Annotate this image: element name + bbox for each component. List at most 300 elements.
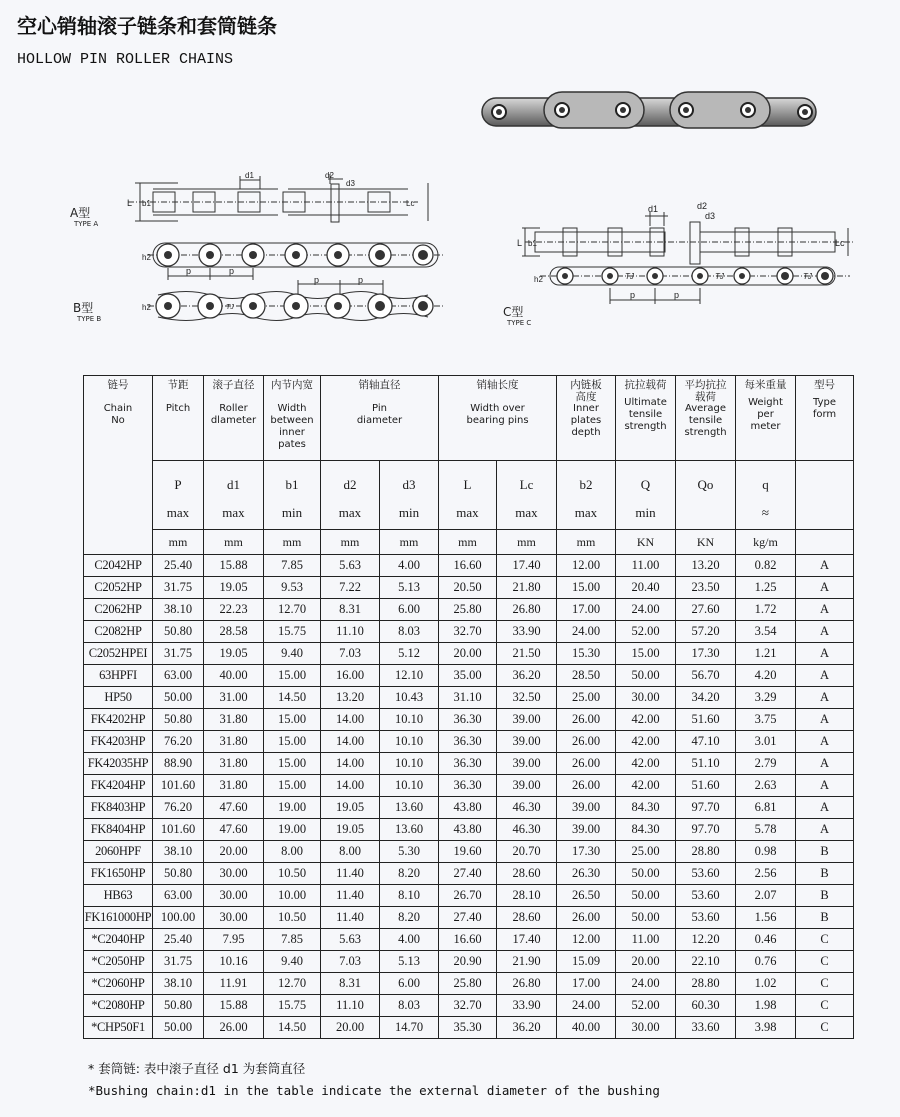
cell-pin-d3: 4.00 bbox=[380, 929, 439, 951]
cell-weight: 6.81 bbox=[736, 797, 796, 819]
header-ult bbox=[616, 376, 676, 461]
cell-plate-depth: 28.50 bbox=[557, 665, 616, 687]
cell-ultimate-strength: 52.00 bbox=[616, 995, 676, 1017]
cell-type: A bbox=[796, 709, 854, 731]
cell-inner-width: 7.85 bbox=[264, 555, 321, 577]
cell-pitch: 63.00 bbox=[153, 885, 204, 907]
cell-ultimate-strength: 20.40 bbox=[616, 577, 676, 599]
cell-average-strength: 28.80 bbox=[676, 973, 736, 995]
cell-average-strength: 97.70 bbox=[676, 797, 736, 819]
cell-pin-d2: 8.00 bbox=[321, 841, 380, 863]
dim-c-d2-label: d2 bbox=[697, 201, 708, 211]
cell-roller-diameter: 30.00 bbox=[204, 885, 264, 907]
cell-pin-d3: 6.00 bbox=[380, 599, 439, 621]
cell-ultimate-strength: 50.00 bbox=[616, 907, 676, 929]
type-a-top-diagram bbox=[118, 172, 418, 237]
dim-c-tj-label-2: TJ bbox=[715, 272, 724, 281]
lim-lc: max bbox=[515, 505, 538, 520]
cell-average-strength: 23.50 bbox=[676, 577, 736, 599]
cell-chain: *CHP50F1 bbox=[84, 1017, 153, 1039]
header-weight bbox=[736, 376, 796, 461]
symbol-row bbox=[84, 461, 854, 530]
cell-length-l: 36.30 bbox=[439, 709, 497, 731]
cell-plate-depth: 40.00 bbox=[557, 1017, 616, 1039]
table-row bbox=[84, 665, 854, 687]
cell-roller-diameter: 20.00 bbox=[204, 841, 264, 863]
chain-photo bbox=[478, 88, 823, 138]
table-body bbox=[84, 555, 854, 1039]
cell-roller-diameter: 40.00 bbox=[204, 665, 264, 687]
cell-inner-width: 19.00 bbox=[264, 819, 321, 841]
cell-ultimate-strength: 52.00 bbox=[616, 621, 676, 643]
table-row bbox=[84, 841, 854, 863]
sym-width bbox=[264, 461, 321, 530]
dim-d3-label: d3 bbox=[346, 179, 355, 188]
sym-qo-text: Qo bbox=[697, 477, 714, 492]
dim-c-d3-label: d3 bbox=[705, 211, 716, 221]
header-pinlen-en: Width over bearing pins bbox=[466, 403, 529, 426]
cell-pin-d3: 5.13 bbox=[380, 951, 439, 973]
cell-pitch: 101.60 bbox=[153, 775, 204, 797]
header-pitch bbox=[153, 376, 204, 461]
cell-pitch: 76.20 bbox=[153, 797, 204, 819]
cell-length-lc: 39.00 bbox=[497, 775, 557, 797]
header-pin-en: Pin diameter bbox=[356, 403, 403, 426]
cell-length-l: 31.10 bbox=[439, 687, 497, 709]
cell-chain: FK4203HP bbox=[84, 731, 153, 753]
cell-type: A bbox=[796, 775, 854, 797]
cell-type: C bbox=[796, 973, 854, 995]
cell-weight: 0.46 bbox=[736, 929, 796, 951]
cell-average-strength: 97.70 bbox=[676, 819, 736, 841]
cell-ultimate-strength: 11.00 bbox=[616, 929, 676, 951]
cell-pin-d3: 14.70 bbox=[380, 1017, 439, 1039]
cell-inner-width: 15.00 bbox=[264, 709, 321, 731]
cell-weight: 2.56 bbox=[736, 863, 796, 885]
cell-length-l: 36.30 bbox=[439, 731, 497, 753]
cell-plate-depth: 26.50 bbox=[557, 885, 616, 907]
type-a-side-diagram bbox=[118, 238, 448, 283]
header-roller-cn: 滚子直径 bbox=[212, 379, 255, 391]
cell-weight: 1.21 bbox=[736, 643, 796, 665]
cell-inner-width: 15.00 bbox=[264, 665, 321, 687]
cell-type: A bbox=[796, 687, 854, 709]
cell-pin-d2: 19.05 bbox=[321, 797, 380, 819]
cell-average-strength: 34.20 bbox=[676, 687, 736, 709]
lim-d2: max bbox=[338, 505, 362, 520]
unit-weight: kg/m bbox=[736, 530, 796, 555]
type-b-label-en: TYPE B bbox=[77, 315, 102, 323]
cell-pitch: 88.90 bbox=[153, 753, 204, 775]
cell-chain: C2062HP bbox=[84, 599, 153, 621]
type-a-label bbox=[70, 207, 98, 229]
cell-ultimate-strength: 42.00 bbox=[616, 731, 676, 753]
cell-weight: 3.01 bbox=[736, 731, 796, 753]
cell-type: A bbox=[796, 731, 854, 753]
cell-average-strength: 56.70 bbox=[676, 665, 736, 687]
table-row bbox=[84, 819, 854, 841]
lim-width: min bbox=[281, 505, 303, 520]
header-plate-en: Inner plates depth bbox=[570, 403, 602, 438]
cell-pin-d2: 19.05 bbox=[321, 819, 380, 841]
cell-length-l: 36.30 bbox=[439, 753, 497, 775]
cell-weight: 0.82 bbox=[736, 555, 796, 577]
unit-qo: KN bbox=[676, 530, 736, 555]
header-width-en: Width between inner pates bbox=[270, 403, 314, 450]
sym-pitch-text: P bbox=[174, 477, 182, 492]
cell-pitch: 100.00 bbox=[153, 907, 204, 929]
cell-ultimate-strength: 24.00 bbox=[616, 973, 676, 995]
cell-weight: 2.63 bbox=[736, 775, 796, 797]
cell-chain: C2042HP bbox=[84, 555, 153, 577]
sym-d2 bbox=[321, 461, 380, 530]
lim-d3: min bbox=[398, 505, 420, 520]
header-chain-en: Chain No bbox=[103, 403, 133, 426]
cell-weight: 3.54 bbox=[736, 621, 796, 643]
cell-ultimate-strength: 25.00 bbox=[616, 841, 676, 863]
cell-plate-depth: 39.00 bbox=[557, 797, 616, 819]
header-width-cn: 内节内宽 bbox=[271, 379, 313, 391]
unit-l: mm bbox=[439, 530, 497, 555]
cell-inner-width: 19.00 bbox=[264, 797, 321, 819]
cell-chain: C2052HP bbox=[84, 577, 153, 599]
header-pin bbox=[321, 376, 439, 461]
lim-l: max bbox=[456, 505, 479, 520]
cell-ultimate-strength: 84.30 bbox=[616, 819, 676, 841]
cell-average-strength: 53.60 bbox=[676, 885, 736, 907]
unit-pitch: mm bbox=[153, 530, 204, 555]
cell-length-l: 27.40 bbox=[439, 863, 497, 885]
header-roller bbox=[204, 376, 264, 461]
table-row bbox=[84, 863, 854, 885]
cell-ultimate-strength: 30.00 bbox=[616, 1017, 676, 1039]
cell-weight: 5.78 bbox=[736, 819, 796, 841]
cell-roller-diameter: 19.05 bbox=[204, 643, 264, 665]
cell-average-strength: 28.80 bbox=[676, 841, 736, 863]
dim-c-p-label: p bbox=[630, 290, 636, 300]
cell-ultimate-strength: 50.00 bbox=[616, 665, 676, 687]
sym-roller-text: d1 bbox=[227, 477, 240, 492]
cell-pin-d2: 11.40 bbox=[321, 907, 380, 929]
unit-row bbox=[84, 530, 854, 555]
cell-average-strength: 13.20 bbox=[676, 555, 736, 577]
cell-plate-depth: 26.00 bbox=[557, 731, 616, 753]
cell-chain: FK8404HP bbox=[84, 819, 153, 841]
cell-length-l: 32.70 bbox=[439, 621, 497, 643]
cell-pin-d3: 6.00 bbox=[380, 973, 439, 995]
cell-pin-d3: 10.43 bbox=[380, 687, 439, 709]
cell-length-lc: 21.90 bbox=[497, 951, 557, 973]
cell-plate-depth: 26.30 bbox=[557, 863, 616, 885]
cell-pin-d2: 20.00 bbox=[321, 1017, 380, 1039]
sym-weight-text: q bbox=[762, 477, 769, 492]
cell-ultimate-strength: 11.00 bbox=[616, 555, 676, 577]
dim-c-tj-label-3: TJ bbox=[803, 272, 812, 281]
type-b-label bbox=[73, 302, 101, 324]
cell-length-lc: 28.10 bbox=[497, 885, 557, 907]
cell-type: A bbox=[796, 665, 854, 687]
cell-type: A bbox=[796, 621, 854, 643]
cell-length-lc: 20.70 bbox=[497, 841, 557, 863]
sym-roller bbox=[204, 461, 264, 530]
cell-length-lc: 21.50 bbox=[497, 643, 557, 665]
cell-chain: FK8403HP bbox=[84, 797, 153, 819]
cell-plate-depth: 25.00 bbox=[557, 687, 616, 709]
cell-pin-d3: 5.13 bbox=[380, 577, 439, 599]
cell-weight: 4.20 bbox=[736, 665, 796, 687]
cell-weight: 1.25 bbox=[736, 577, 796, 599]
cell-pitch: 38.10 bbox=[153, 973, 204, 995]
cell-pin-d3: 8.03 bbox=[380, 621, 439, 643]
cell-pin-d2: 11.40 bbox=[321, 885, 380, 907]
cell-plate-depth: 17.30 bbox=[557, 841, 616, 863]
cell-pin-d3: 8.20 bbox=[380, 863, 439, 885]
unit-type bbox=[796, 530, 854, 555]
header-pinlen-cn: 销轴长度 bbox=[476, 379, 519, 391]
cell-ultimate-strength: 84.30 bbox=[616, 797, 676, 819]
cell-type: A bbox=[796, 643, 854, 665]
cell-chain: 2060HPF bbox=[84, 841, 153, 863]
sym-l bbox=[439, 461, 497, 530]
dim-d2-label: d2 bbox=[325, 171, 334, 180]
cell-weight: 0.76 bbox=[736, 951, 796, 973]
cell-type: A bbox=[796, 753, 854, 775]
cell-pin-d2: 7.03 bbox=[321, 643, 380, 665]
cell-type: C bbox=[796, 929, 854, 951]
header-weight-en: Weight per meter bbox=[748, 397, 783, 432]
cell-type: C bbox=[796, 1017, 854, 1039]
cell-chain: FK4204HP bbox=[84, 775, 153, 797]
dim-p-label-3: p bbox=[314, 275, 320, 285]
cell-pin-d2: 11.10 bbox=[321, 621, 380, 643]
lim-q: min bbox=[635, 505, 656, 520]
cell-pin-d2: 7.22 bbox=[321, 577, 380, 599]
table-row bbox=[84, 797, 854, 819]
cell-plate-depth: 17.00 bbox=[557, 599, 616, 621]
cell-length-lc: 21.80 bbox=[497, 577, 557, 599]
cell-inner-width: 15.00 bbox=[264, 731, 321, 753]
lim-roller: max bbox=[222, 505, 245, 520]
cell-plate-depth: 15.30 bbox=[557, 643, 616, 665]
cell-length-lc: 28.60 bbox=[497, 907, 557, 929]
cell-type: B bbox=[796, 863, 854, 885]
cell-length-lc: 46.30 bbox=[497, 819, 557, 841]
cell-pin-d3: 5.12 bbox=[380, 643, 439, 665]
dim-p-label: p bbox=[186, 266, 192, 276]
header-width bbox=[264, 376, 321, 461]
cell-inner-width: 10.00 bbox=[264, 885, 321, 907]
header-chain bbox=[84, 376, 153, 555]
table-row bbox=[84, 775, 854, 797]
cell-plate-depth: 24.00 bbox=[557, 621, 616, 643]
cell-roller-diameter: 31.80 bbox=[204, 709, 264, 731]
cell-pin-d3: 4.00 bbox=[380, 555, 439, 577]
sym-d3 bbox=[380, 461, 439, 530]
cell-length-l: 16.60 bbox=[439, 929, 497, 951]
cell-chain: C2082HP bbox=[84, 621, 153, 643]
cell-weight: 3.98 bbox=[736, 1017, 796, 1039]
cell-pin-d3: 8.10 bbox=[380, 885, 439, 907]
cell-ultimate-strength: 24.00 bbox=[616, 599, 676, 621]
type-c-label-en: TYPE C bbox=[507, 319, 532, 327]
cell-pin-d2: 7.03 bbox=[321, 951, 380, 973]
cell-length-lc: 39.00 bbox=[497, 753, 557, 775]
header-pin-cn: 销轴直径 bbox=[358, 379, 401, 391]
cell-roller-diameter: 7.95 bbox=[204, 929, 264, 951]
header-type-cn: 型号 bbox=[814, 379, 835, 391]
cell-average-strength: 51.60 bbox=[676, 775, 736, 797]
cell-pitch: 38.10 bbox=[153, 841, 204, 863]
cell-pitch: 101.60 bbox=[153, 819, 204, 841]
cell-type: B bbox=[796, 907, 854, 929]
cell-length-l: 35.00 bbox=[439, 665, 497, 687]
cell-average-strength: 27.60 bbox=[676, 599, 736, 621]
dim-b1-label: b1 bbox=[142, 199, 151, 208]
dim-h2-label-2: h2 bbox=[142, 303, 151, 312]
cell-roller-diameter: 31.80 bbox=[204, 753, 264, 775]
cell-average-strength: 17.30 bbox=[676, 643, 736, 665]
cell-length-l: 19.60 bbox=[439, 841, 497, 863]
cell-pin-d3: 10.10 bbox=[380, 709, 439, 731]
cell-pin-d2: 5.63 bbox=[321, 929, 380, 951]
cell-pitch: 50.80 bbox=[153, 709, 204, 731]
table-row bbox=[84, 643, 854, 665]
cell-ultimate-strength: 42.00 bbox=[616, 775, 676, 797]
lim-weight: ≈ bbox=[761, 505, 770, 520]
cell-ultimate-strength: 20.00 bbox=[616, 951, 676, 973]
cell-weight: 1.56 bbox=[736, 907, 796, 929]
cell-length-lc: 33.90 bbox=[497, 995, 557, 1017]
cell-ultimate-strength: 42.00 bbox=[616, 709, 676, 731]
table-row bbox=[84, 753, 854, 775]
cell-pin-d2: 11.10 bbox=[321, 995, 380, 1017]
cell-inner-width: 8.00 bbox=[264, 841, 321, 863]
cell-weight: 3.75 bbox=[736, 709, 796, 731]
dim-c-d1-label: d1 bbox=[648, 204, 659, 214]
cell-pin-d2: 8.31 bbox=[321, 973, 380, 995]
cell-length-l: 25.80 bbox=[439, 599, 497, 621]
unit-d2: mm bbox=[321, 530, 380, 555]
cell-roller-diameter: 26.00 bbox=[204, 1017, 264, 1039]
cell-average-strength: 60.30 bbox=[676, 995, 736, 1017]
cell-weight: 3.29 bbox=[736, 687, 796, 709]
cell-length-lc: 33.90 bbox=[497, 621, 557, 643]
sym-qo bbox=[676, 461, 736, 530]
cell-roller-diameter: 11.91 bbox=[204, 973, 264, 995]
cell-length-lc: 36.20 bbox=[497, 665, 557, 687]
table-row bbox=[84, 555, 854, 577]
cell-pin-d2: 11.40 bbox=[321, 863, 380, 885]
cell-pitch: 63.00 bbox=[153, 665, 204, 687]
cell-type: A bbox=[796, 819, 854, 841]
page-title-en: HOLLOW PIN ROLLER CHAINS bbox=[17, 51, 234, 68]
dim-h2-label: h2 bbox=[142, 253, 151, 262]
cell-inner-width: 15.00 bbox=[264, 753, 321, 775]
cell-type: A bbox=[796, 555, 854, 577]
dim-c-h2-label: h2 bbox=[534, 275, 543, 284]
cell-chain: FK4202HP bbox=[84, 709, 153, 731]
cell-length-l: 20.00 bbox=[439, 643, 497, 665]
table-row bbox=[84, 709, 854, 731]
header-avg-cn: 平均抗拉载荷 bbox=[684, 379, 727, 403]
header-avg bbox=[676, 376, 736, 461]
header-plate-cn: 内链板高度 bbox=[570, 379, 602, 403]
cell-pitch: 25.40 bbox=[153, 929, 204, 951]
cell-chain: HB63 bbox=[84, 885, 153, 907]
cell-ultimate-strength: 42.00 bbox=[616, 753, 676, 775]
cell-chain: *C2040HP bbox=[84, 929, 153, 951]
dim-p-label-4: p bbox=[358, 275, 364, 285]
table-row bbox=[84, 577, 854, 599]
cell-inner-width: 9.53 bbox=[264, 577, 321, 599]
cell-length-lc: 39.00 bbox=[497, 731, 557, 753]
cell-pitch: 50.00 bbox=[153, 687, 204, 709]
cell-inner-width: 10.50 bbox=[264, 907, 321, 929]
cell-weight: 1.02 bbox=[736, 973, 796, 995]
cell-inner-width: 9.40 bbox=[264, 951, 321, 973]
cell-inner-width: 12.70 bbox=[264, 973, 321, 995]
cell-plate-depth: 15.09 bbox=[557, 951, 616, 973]
cell-type: C bbox=[796, 995, 854, 1017]
cell-roller-diameter: 30.00 bbox=[204, 863, 264, 885]
cell-pin-d2: 8.31 bbox=[321, 599, 380, 621]
table-row bbox=[84, 687, 854, 709]
sym-q-text: Q bbox=[640, 477, 651, 492]
sym-q bbox=[616, 461, 676, 530]
cell-plate-depth: 26.00 bbox=[557, 907, 616, 929]
cell-ultimate-strength: 50.00 bbox=[616, 885, 676, 907]
table-row bbox=[84, 995, 854, 1017]
cell-pitch: 50.00 bbox=[153, 1017, 204, 1039]
cell-pin-d2: 16.00 bbox=[321, 665, 380, 687]
cell-type: A bbox=[796, 797, 854, 819]
cell-pitch: 31.75 bbox=[153, 643, 204, 665]
cell-pin-d3: 13.60 bbox=[380, 819, 439, 841]
cell-pin-d2: 14.00 bbox=[321, 731, 380, 753]
dim-p-label-2: p bbox=[229, 266, 235, 276]
cell-length-lc: 17.40 bbox=[497, 555, 557, 577]
cell-length-lc: 26.80 bbox=[497, 599, 557, 621]
cell-average-strength: 47.10 bbox=[676, 731, 736, 753]
cell-length-l: 32.70 bbox=[439, 995, 497, 1017]
header-roller-en: Roller dlameter bbox=[210, 403, 257, 426]
cell-plate-depth: 12.00 bbox=[557, 555, 616, 577]
cell-roller-diameter: 31.00 bbox=[204, 687, 264, 709]
cell-average-strength: 51.60 bbox=[676, 709, 736, 731]
cell-plate-depth: 12.00 bbox=[557, 929, 616, 951]
table-row bbox=[84, 973, 854, 995]
cell-pin-d3: 10.10 bbox=[380, 753, 439, 775]
cell-average-strength: 51.10 bbox=[676, 753, 736, 775]
cell-weight: 0.98 bbox=[736, 841, 796, 863]
cell-pin-d3: 8.03 bbox=[380, 995, 439, 1017]
cell-pin-d3: 12.10 bbox=[380, 665, 439, 687]
cell-pitch: 38.10 bbox=[153, 599, 204, 621]
cell-length-l: 27.40 bbox=[439, 907, 497, 929]
cell-ultimate-strength: 30.00 bbox=[616, 687, 676, 709]
sym-width-text: b1 bbox=[285, 477, 299, 492]
unit-roller: mm bbox=[204, 530, 264, 555]
cell-pin-d3: 13.60 bbox=[380, 797, 439, 819]
table-row bbox=[84, 731, 854, 753]
cell-chain: FK1650HP bbox=[84, 863, 153, 885]
type-c-label-cn: C型 bbox=[503, 305, 524, 319]
cell-length-l: 35.30 bbox=[439, 1017, 497, 1039]
cell-roller-diameter: 31.80 bbox=[204, 775, 264, 797]
cell-length-lc: 39.00 bbox=[497, 709, 557, 731]
unit-width: mm bbox=[264, 530, 321, 555]
footnote-en: *Bushing chain:d1 in the table indicate the external diameter of the bushing bbox=[88, 1083, 660, 1098]
